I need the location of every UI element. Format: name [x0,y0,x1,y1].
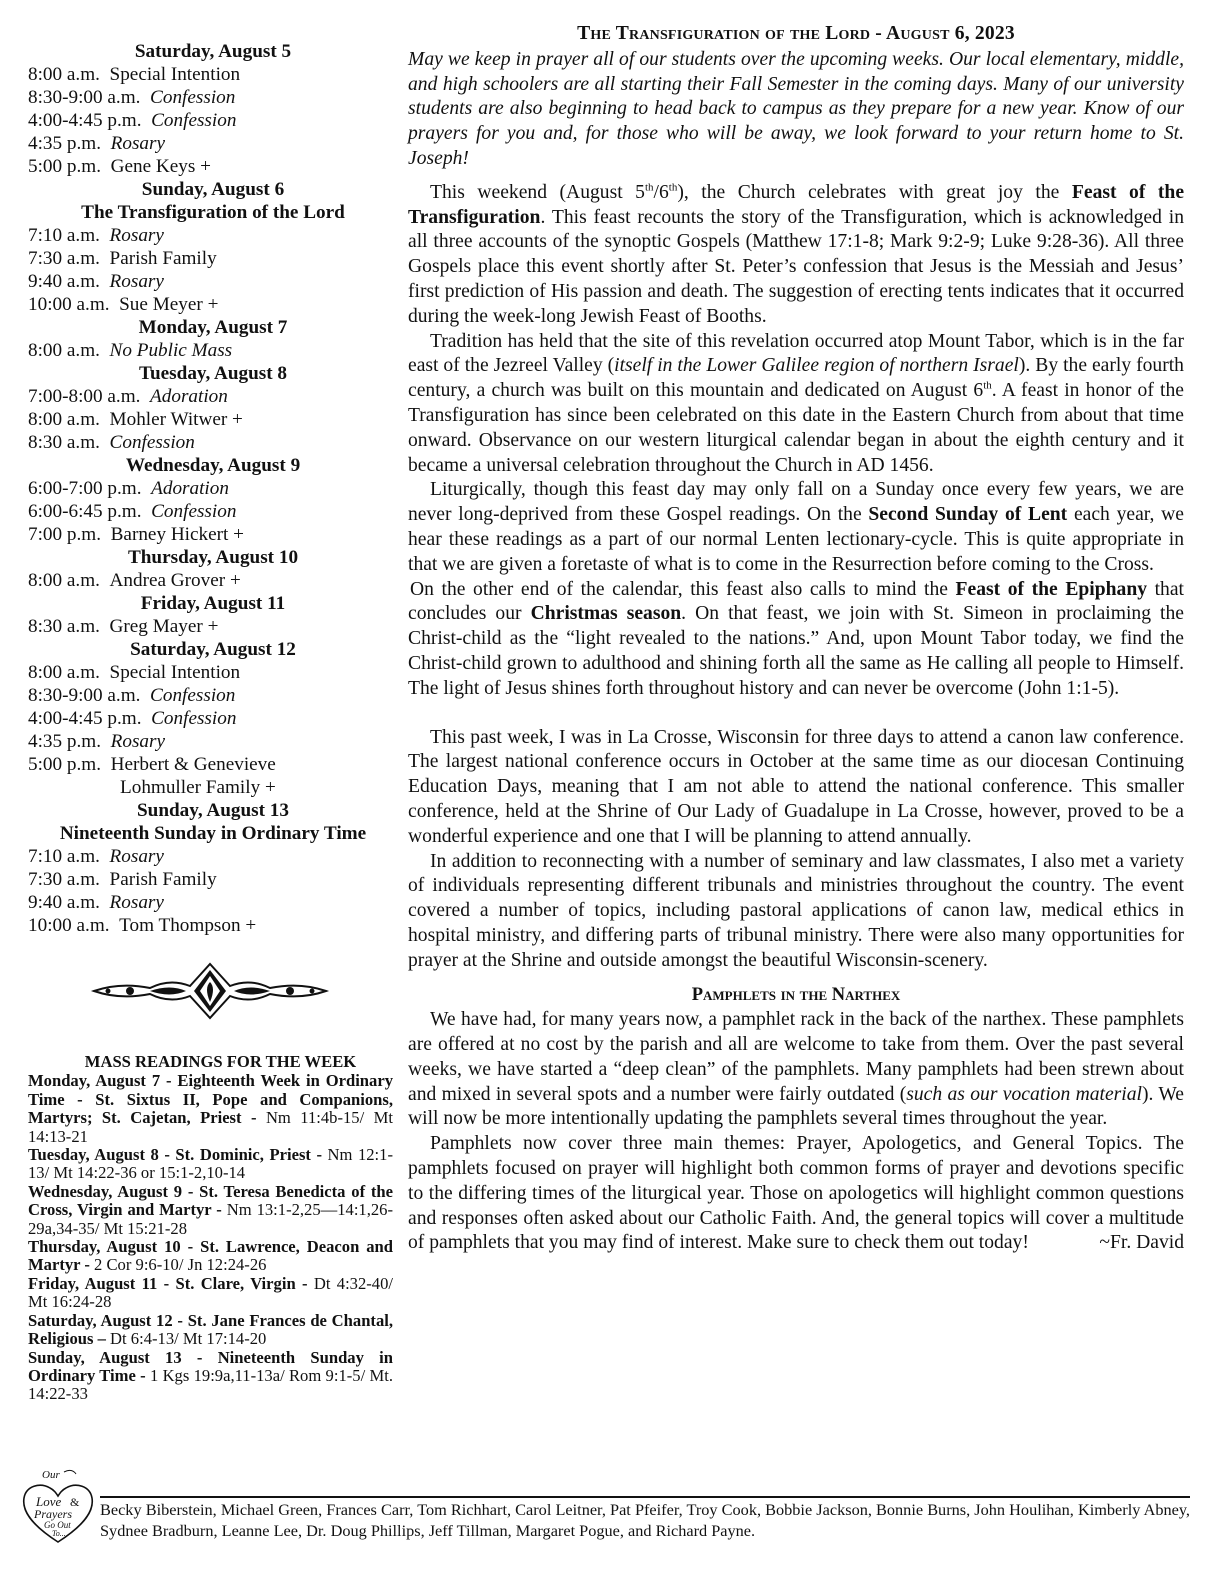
mass-readings [28,1053,393,1404]
reading-label: Sunday, August 13 - Nineteenth Sunday in Ordinary Time - [28,1347,393,1385]
signature: ~Fr. David [1099,1232,1184,1254]
schedule-time: 10:00 a.m. [28,294,110,315]
reading-entry [28,1183,393,1238]
readings-heading: MASS READINGS FOR THE WEEK [84,1052,357,1071]
schedule-item [28,132,398,155]
schedule-day-subtitle: Nineteenth Sunday in Ordinary Time [59,823,367,844]
schedule-intention: Rosary [109,271,164,292]
schedule-item [28,684,398,707]
schedule-intention: Parish Family [109,869,217,890]
reading-refs: Nm 11:4b-15/ Mt 14:13-21 [28,1108,393,1146]
schedule-intention: Andrea Grover + [109,570,241,591]
schedule-item [28,845,398,868]
schedule-intention: Confession [151,708,237,729]
schedule-day-heading: Saturday, August 5 [134,41,292,62]
schedule-item [28,109,398,132]
schedule-intention: Parish Family [109,248,217,269]
schedule-day-heading: Friday, August 11 [140,593,286,614]
svg-text:Prayers: Prayers [34,1507,72,1521]
mass-schedule [28,40,398,937]
heart-logo-icon [20,1466,96,1548]
schedule-intention: Barney Hickert + [110,524,244,545]
schedule-time: 8:00 a.m. [28,662,100,683]
schedule-time: 8:00 a.m. [28,64,100,85]
pamphlets-heading: Pamphlets in the Narthex [691,985,901,1006]
schedule-time: 7:30 a.m. [28,248,100,269]
schedule-day-heading: Wednesday, August 9 [125,455,301,476]
schedule-item [28,500,398,523]
schedule-item [28,707,398,730]
schedule-intention: Herbert & Genevieve [110,754,276,775]
reading-refs: Nm 13:1-2,25—14:1,26-29a,34-35/ Mt 15:21-28 [28,1200,393,1238]
schedule-day-heading: Sunday, August 6 [141,179,285,200]
reading-label: Monday, August 7 - Eighteenth Week in Ordinary Time - St. Sixtus II, Pope and Companions, Martyrs; St. Cajetan, Priest - [28,1071,393,1128]
reading-entry [28,1275,393,1312]
schedule-item [28,270,398,293]
schedule-time: 6:00-7:00 p.m. [28,478,142,499]
reading-label: Tuesday, August 8 - St. Dominic, Priest - [28,1145,322,1165]
reading-refs: Dt 4:32-40/ Mt 16:24-28 [28,1273,394,1312]
svg-text:Go Out: Go Out [44,1520,71,1530]
schedule-time: 8:30 a.m. [28,616,100,637]
schedule-day-heading: Saturday, August 12 [130,639,296,660]
schedule-time: 8:00 a.m. [28,409,100,430]
schedule-item [28,247,398,270]
svg-text:Love: Love [36,1494,62,1509]
schedule-day-heading: Thursday, August 10 [127,547,299,568]
schedule-intention: Lohmuller Family + [120,777,276,798]
schedule-item [28,914,398,937]
paragraph-epiphany: On the other end of the calendar, this feast also calls to mind the Feast of the Epiphany that concludes our Christmas season. On that feast, we join with St. Simeon in proclaiming the Christ-child as the “light revealed to the nations.” And, upon Mount Tabor today, we find the Christ-child grown to adulthood and shining forth all the same as He calling all people to Himself. The light of Jesus shines forth throughout history and can never be overcome (John 1:1-5). [408,578,1184,699]
schedule-item [28,615,398,638]
readings-list [28,1072,393,1403]
schedule-item [28,431,398,454]
schedule-time: 7:00-8:00 a.m. [28,386,141,407]
schedule-day-heading: Tuesday, August 8 [138,363,288,384]
schedule-intention: Rosary [110,133,165,154]
schedule-time: 8:30-9:00 a.m. [28,87,141,108]
schedule-item [28,753,398,776]
schedule-item [28,339,398,362]
schedule-time: 7:00 p.m. [28,524,102,545]
schedule-intention: Adoration [150,386,228,407]
schedule-item [28,63,398,86]
reading-refs: 2 Cor 9:6-10/ Jn 12:24-26 [89,1255,267,1275]
reading-entry [28,1349,393,1404]
paragraph-mount-tabor: Tradition has held that the site of this revelation occurred atop Mount Tabor, which is in the far east of the Jezreel Valley (itself in the Lower Galilee region of northern Israel). By the early fourth century, a church was built on this mountain and dedicated on August 6th. A feast in honor of the Transfiguration has since been celebrated on this date in the Eastern Church from about that time onward. Observance on our western liturgical calendar began in about the eighth century and it became a universal celebration throughout the Church in AD 1456. [408,330,1184,476]
schedule-day-heading: Monday, August 7 [138,317,288,338]
schedule-time: 9:40 a.m. [28,892,100,913]
svg-text:To...: To... [52,1529,66,1538]
schedule-day-subtitle: The Transfiguration of the Lord [81,202,345,223]
prayer-list-names: Becky Biberstein, Michael Green, Frances Carr, Tom Richhart, Carol Leitner, Pat Pfeifer, Troy Cook, Bobbie Jackson, Bonnie Burns, John Houlihan, Kimberly Abney, Sydnee Bradburn, Leanne Lee, Dr. Doug Phillips, Jeff Tillman, Margaret Pogue, and Richard Payne. [100,1500,1190,1540]
schedule-intention: Tom Thompson + [119,915,257,936]
reading-entry [28,1146,393,1183]
schedule-time: 7:10 a.m. [28,846,100,867]
schedule-time: 4:00-4:45 p.m. [28,708,142,729]
schedule-item [28,661,398,684]
schedule-time: 7:10 a.m. [28,225,100,246]
intro-paragraph: May we keep in prayer all of our students over the upcoming weeks. Our local elementary, middle, and high schoolers are all starting their Fall Semester in the coming days. Many of our university students are also beginning to head back to campus as they prepare for a new year. Know of our prayers for you and, for those who will be away, we look forward to your return home to St. Joseph! [408,48,1184,169]
schedule-intention: Rosary [110,731,165,752]
schedule-intention: Confession [151,501,237,522]
footer-divider [100,1496,1190,1498]
schedule-time: 8:00 a.m. [28,340,100,361]
schedule-intention: Adoration [151,478,229,499]
schedule-intention: Mohler Witwer + [109,409,243,430]
paragraph-transfiguration-feast: This weekend (August 5th/6th), the Church celebrates with great joy the Feast of the Transfiguration. This feast recounts the story of the Transfiguration, which is acknowledged in all three accounts of the synoptic Gospels (Matthew 17:1-8; Mark 9:2-9; Luke 9:28-36). All three Gospels place this event shortly after St. Peter’s confession that Jesus is the Messiah and Jesus’ first prediction of His passion and death. The suggestion of erecting tents indicates that it occurred during the week-long Jewish Feast of Booths. [408,181,1185,327]
paragraph-la-crosse: This past week, I was in La Crosse, Wisconsin for three days to attend a canon law conference. The largest national conference occurs in October at the same time as our diocesan Continuing Education Days, meaning that I am not able to attend the national conference. This smaller conference, held at the Shrine of Our Lady of Guadalupe in La Crosse, however, proved to be a wonderful experience and one that I will be planning to attend annually. [408,726,1184,847]
schedule-intention: Greg Mayer + [109,616,219,637]
schedule-item [28,86,398,109]
svg-text:&: & [70,1495,80,1509]
schedule-item [28,477,398,500]
schedule-intention: Rosary [109,892,164,913]
schedule-time: 4:00-4:45 p.m. [28,110,142,131]
reading-label: Wednesday, August 9 - St. Teresa Benedicta of the Cross, Virgin and Martyr - [28,1181,393,1220]
reading-label: Saturday, August 12 - St. Jane Frances de Chantal, Religious – [28,1310,393,1349]
reading-refs: 1 Kgs 19:9a,11-13a/ Rom 9:1-5/ Mt. 14:22-33 [28,1365,394,1404]
schedule-intention: Confession [151,110,237,131]
article-title: The Transfiguration of the Lord - August 6, 2023 [577,23,1015,44]
schedule-intention: Special Intention [109,64,241,85]
schedule-intention: Confession [150,87,236,108]
reading-label: Thursday, August 10 - St. Lawrence, Deacon and Martyr - [28,1237,393,1275]
schedule-day-heading: Sunday, August 13 [137,800,289,821]
schedule-time: 5:00 p.m. [28,156,102,177]
reading-refs: Dt 6:4-13/ Mt 17:14-20 [105,1329,267,1349]
schedule-item [28,891,398,914]
schedule-time: 6:00-6:45 p.m. [28,501,142,522]
schedule-item [28,730,398,753]
schedule-intention: Sue Meyer + [119,294,219,315]
reading-label: Friday, August 11 - St. Clare, Virgin - [28,1273,308,1293]
paragraph-pamphlet-themes: Pamphlets now cover three main themes: Prayer, Apologetics, and General Topics. The pamphlets focused on prayer will highlight both common forms of prayer and devotions specific to the differing times of the liturgical year. Those on apologetics will highlight common questions and responses often asked about our Catholic Faith. And, the general topics will cover a multitude of pamphlets that you may find of interest. Make sure to check them out today! ~Fr. David [408,1132,1184,1256]
schedule-item [28,224,398,247]
schedule-item [28,155,398,178]
schedule-intention: Rosary [109,225,164,246]
schedule-item [28,408,398,431]
schedule-intention: Gene Keys + [110,156,211,177]
schedule-time: 9:40 a.m. [28,271,100,292]
schedule-item [28,569,398,592]
schedule-time: 7:30 a.m. [28,869,100,890]
schedule-time: 8:00 a.m. [28,570,100,591]
schedule-time: 4:35 p.m. [28,731,102,752]
svg-text:Our: Our [42,1469,60,1481]
schedule-intention: Special Intention [109,662,241,683]
reading-refs: Nm 12:1-13/ Mt 14:22-36 or 15:1-2,10-14 [28,1145,393,1183]
schedule-time: 8:30 a.m. [28,432,100,453]
ornament-divider-icon [90,958,330,1024]
schedule-item [28,293,398,316]
paragraph-pamphlet-rack: We have had, for many years now, a pamphlet rack in the back of the narthex. These pamphlets are offered at no cost by the parish and all are welcome to take from them. Over the past several weeks, we have started a “deep clean” of the pamphlets. Many pamphlets had been strewn about and mixed in several spots and a number were fairly outdated (such as our vocation material). We will now be more intentionally updating the pamphlets several times throughout the year. [408,1009,1185,1130]
reading-entry [28,1238,393,1275]
schedule-time: 8:30-9:00 a.m. [28,685,141,706]
schedule-time: 5:00 p.m. [28,754,102,775]
schedule-intention: No Public Mass [109,340,233,361]
paragraph-liturgically: Liturgically, though this feast day may only fall on a Sunday once every few years, we are never long-deprived from these Gospel readings. On the Second Sunday of Lent each year, we hear these readings as a part of our normal Lenten lectionary-cycle. This is quite appropriate in that we are given a foretaste of what is to come in the Resurrection before coming to the Cross. [408,479,1184,575]
schedule-item [28,385,398,408]
schedule-intention: Rosary [109,846,164,867]
schedule-intention: Confession [150,685,236,706]
pastor-article [408,22,1184,1256]
schedule-item [28,523,398,546]
schedule-time: 10:00 a.m. [28,915,110,936]
schedule-item [28,776,398,799]
schedule-intention: Confession [109,432,195,453]
schedule-item [28,868,398,891]
reading-entry [28,1312,393,1349]
paragraph-classmates: In addition to reconnecting with a number of seminary and law classmates, I also met a variety of individuals representing different tribunals and ministries throughout the country. The event covered a number of topics, including pastoral applications of canon law, medical ethics in hospital ministry, and differing parts of tribunal ministry. There were also many opportunities for prayer at the Shrine and outside amongst the beautiful Wisconsin-scenery. [408,850,1184,971]
schedule-time: 4:35 p.m. [28,133,102,154]
reading-entry [28,1072,393,1146]
